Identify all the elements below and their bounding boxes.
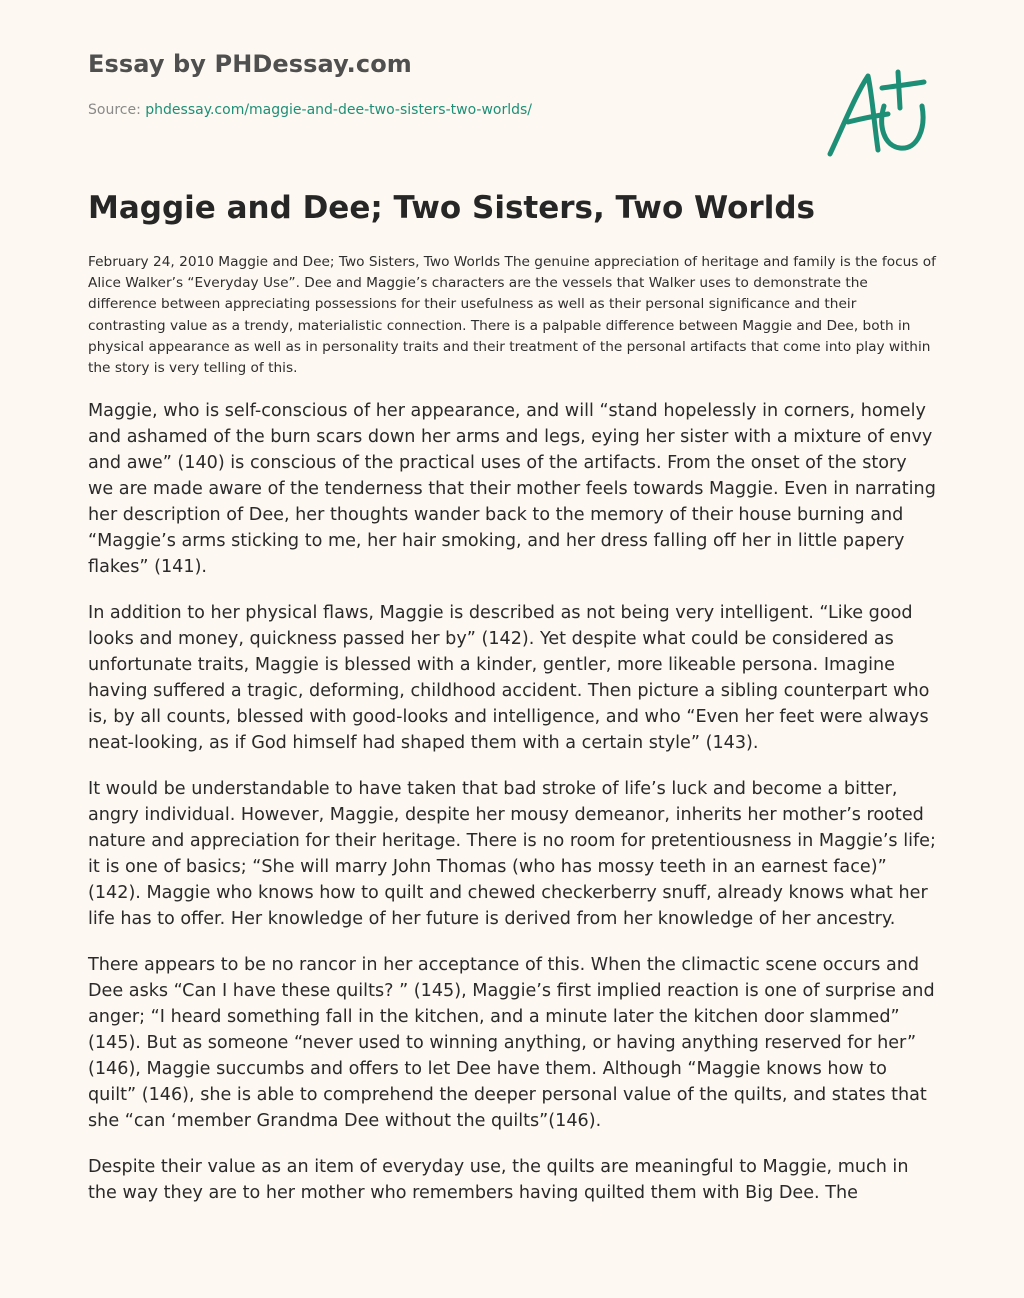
essay-title: Maggie and Dee; Two Sisters, Two Worlds	[88, 190, 815, 226]
intro-paragraph: February 24, 2010 Maggie and Dee; Two Sisters, Two Worlds The genuine appreciation of heritage and family is the focus of Alice Walker’s “Everyday Use”. Dee and Maggie’s characters are the vessels that Walker uses to demonstrate the difference between appreciating possessions for their usefulness as well as their personal significance and their contrasting value as a trendy, materialistic connection. There is a palpable difference between Maggie and Dee, both in physical appearance as well as in personality traits and their treatment of the personal artifacts that come into play within the story is very telling of this.	[88, 254, 936, 377]
a-plus-logo-icon	[822, 64, 932, 164]
body-paragraph: There appears to be no rancor in her acceptance of this. When the climactic scene occurs and Dee asks “Can I have these quilts? ” (145), Maggie’s first implied reaction is one of surprise and anger; “I heard something fall in the kitchen, and a minute later the kitchen door slammed” (145). But as someone “never used to winning anything, or having anything reserved for her” (146), Maggie succumbs and offers to let Dee have them. Although “Maggie knows how to quilt” (146), she is able to comprehend the deeper personal value of the quilts, and states that she “can ‘member Grandma Dee without the quilts”(146).	[88, 955, 935, 1131]
source-link[interactable]: phdessay.com/maggie-and-dee-two-sisters-two-worlds/	[145, 102, 533, 118]
source-line	[88, 102, 532, 118]
body-paragraph: It would be understandable to have taken that bad stroke of life’s luck and become a bitter, angry individual. However, Maggie, despite her mousy demeanor, inherits her mother’s rooted nature and appreciation for their heritage. There is no room for pretentiousness in Maggie’s life; it is one of basics; “She will marry John Thomas (who has mossy teeth in an earnest face)” (142). Maggie who knows how to quilt and chewed checkerberry snuff, already knows what her life has to offer. Her knowledge of her future is derived from her knowledge of her ancestry.	[88, 779, 936, 929]
source-label: Source:	[88, 102, 146, 118]
essay-body	[88, 398, 936, 1226]
body-paragraph: Despite their value as an item of everyday use, the quilts are meaningful to Maggie, much in the way they are to her mother who remembers having quilted them with Big Dee. The	[88, 1157, 909, 1203]
body-paragraph: Maggie, who is self-conscious of her appearance, and will “stand hopelessly in corners, homely and ashamed of the burn scars down her arms and legs, eying her sister with a mixture of envy and awe” (140) is conscious of the practical uses of the artifacts. From the onset of the story we are made aware of the tenderness that their mother feels towards Maggie. Even in narrating her description of Dee, her thoughts wander back to the memory of their house burning and “Maggie’s arms sticking to me, her hair smoking, and her dress falling off her in little papery flakes” (141).	[88, 401, 936, 577]
site-brand: Essay by PHDessay.com	[88, 50, 412, 78]
body-paragraph: In addition to her physical flaws, Maggie is described as not being very intelligent. “Like good looks and money, quickness passed her by” (142). Yet despite what could be considered as unfortunate traits, Maggie is blessed with a kinder, gentler, more likeable persona. Imagine having suffered a tragic, deforming, childhood accident. Then picture a sibling counterpart who is, by all counts, blessed with good-looks and intelligence, and who “Even her feet were always neat-looking, as if God himself had shaped them with a certain style” (143).	[88, 603, 930, 753]
